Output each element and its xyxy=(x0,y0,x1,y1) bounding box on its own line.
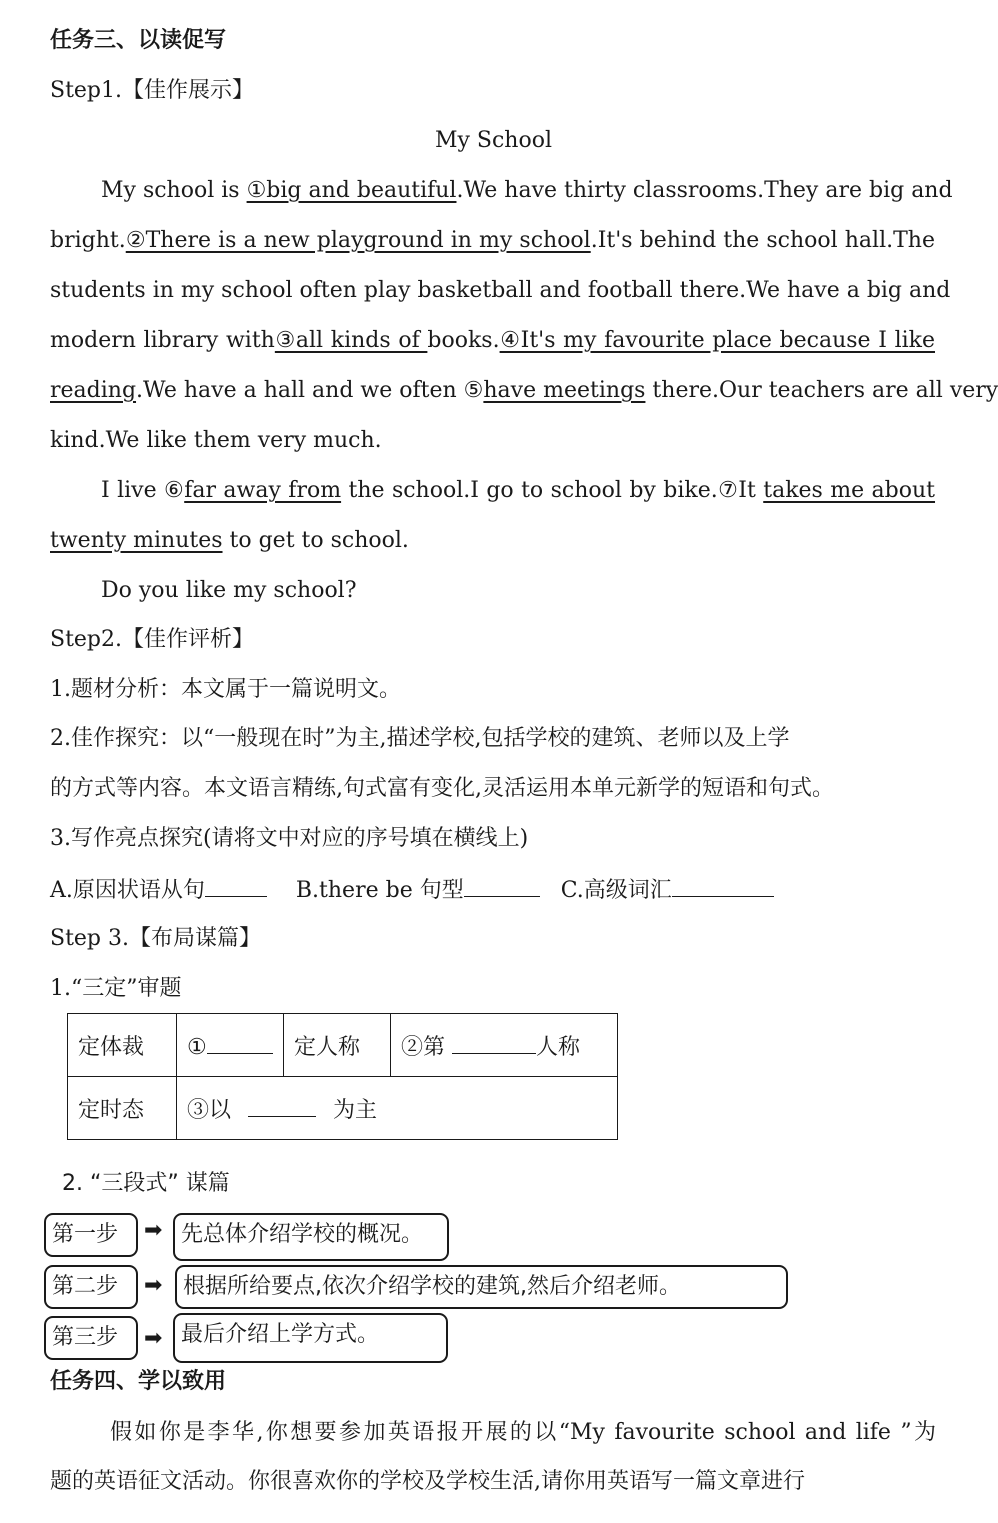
highlight-phrase: ④It's my favourite place because I like xyxy=(499,328,935,353)
task4-heading: 任务四、学以致用 xyxy=(50,1369,227,1394)
person-blank[interactable] xyxy=(452,1031,536,1054)
task3-heading: 任务三、以读促写 xyxy=(50,28,227,53)
essay-text: to get to school. xyxy=(222,528,409,553)
fill-a-blank[interactable] xyxy=(205,874,267,897)
analysis-genre: 1.题材分析：本文属于一篇说明文。 xyxy=(50,677,401,702)
essay-text: bright. xyxy=(50,228,126,253)
essay-text: there.Our teachers are all very xyxy=(645,378,998,403)
arrow-right-icon: ➡ xyxy=(144,1218,163,1243)
task4-prompt-line2: 题的英语征文活动。你很喜欢你的学校及学校生活,请你用英语写一篇文章进行 xyxy=(50,1469,805,1494)
step-3-label-box: 第三步 xyxy=(44,1316,138,1360)
highlight-phrase: takes me about xyxy=(763,478,936,503)
step-2-text-box: 根据所给要点,依次介绍学校的建筑,然后介绍老师。 xyxy=(175,1265,788,1309)
essay-text: modern library with xyxy=(50,328,275,353)
arrow-right-icon: ➡ xyxy=(144,1273,163,1298)
analysis-highlights: 3.写作亮点探究(请将文中对应的序号填在横线上) xyxy=(50,826,529,851)
essay-line xyxy=(50,226,935,256)
person-cell xyxy=(391,1014,618,1077)
highlight-phrase: ③all kinds of xyxy=(274,328,428,353)
essay-text: students in my school often play basketball and football there.We have a big and xyxy=(50,278,951,303)
essay-line xyxy=(50,376,998,406)
essay-text: My school is xyxy=(101,178,247,203)
task4-prompt-line1: 假如你是李华,你想要参加英语报开展的以“My favourite school and life ”为 xyxy=(110,1420,936,1445)
essay-text: I live ⑥ xyxy=(101,478,185,503)
highlight-phrase: twenty minutes xyxy=(50,528,223,553)
highlight-phrase: ①big and beautiful xyxy=(246,178,457,203)
step3-heading: Step 3.【布局谋篇】 xyxy=(50,926,261,951)
highlight-phrase: ②There is a new playground in my school xyxy=(125,228,591,253)
step-3-text-box: 最后介绍上学方式。 xyxy=(173,1313,448,1363)
essay-text: .We have a hall and we often ⑤ xyxy=(136,378,484,403)
analysis-explore-line1: 2.佳作探究：以“一般现在时”为主,描述学校,包括学校的建筑、老师以及上学 xyxy=(50,726,790,751)
essay-line xyxy=(101,476,935,506)
person-suffix: 人称 xyxy=(536,1034,581,1060)
person-label: 定人称 xyxy=(284,1014,391,1077)
three-part-heading: 2. “三段式” 谋篇 xyxy=(62,1171,230,1196)
fill-b-label: B.there be 句型 xyxy=(295,878,464,903)
essay-line xyxy=(50,426,935,456)
step-1-label-box: 第一步 xyxy=(44,1213,138,1257)
step2-heading: Step2.【佳作评析】 xyxy=(50,627,255,652)
essay-line xyxy=(50,526,935,556)
essay-text: books. xyxy=(427,328,500,353)
highlight-phrase: reading xyxy=(50,378,137,403)
essay-title: My School xyxy=(434,128,553,153)
essay-closing-question: Do you like my school? xyxy=(101,578,357,603)
tense-label: 定时态 xyxy=(68,1077,177,1140)
genre-label: 定体裁 xyxy=(68,1014,177,1077)
step-2-label-box: 第二步 xyxy=(44,1265,138,1309)
essay-line xyxy=(50,326,935,356)
fill-c-blank[interactable] xyxy=(672,874,774,897)
three-fix-heading: 1.“三定”审题 xyxy=(50,976,182,1001)
arrow-right-icon: ➡ xyxy=(144,1326,163,1351)
highlight-fill-row xyxy=(50,874,774,906)
essay-text: the school.I go to school by bike.⑦It xyxy=(341,478,764,503)
fill-b-blank[interactable] xyxy=(464,874,540,897)
highlight-phrase: have meetings xyxy=(483,378,646,403)
step-1-text-box: 先总体介绍学校的概况。 xyxy=(173,1213,449,1261)
tense-suffix: 为主 xyxy=(333,1097,378,1123)
analysis-explore-line2: 的方式等内容。本文语言精练,句式富有变化,灵活运用本单元新学的短语和句式。 xyxy=(50,776,834,801)
genre-marker: ① xyxy=(187,1034,207,1060)
essay-text: .We have thirty classrooms.They are big and xyxy=(456,178,953,203)
essay-line xyxy=(50,276,951,306)
fill-c-label: C.高级词汇 xyxy=(560,878,672,903)
essay-line xyxy=(101,176,953,206)
fill-a-label: A.原因状语从句 xyxy=(50,878,205,903)
essay-text: .It's behind the school hall.The xyxy=(590,228,935,253)
genre-cell xyxy=(177,1014,284,1077)
step1-heading: Step1.【佳作展示】 xyxy=(50,78,255,103)
tense-prefix: ③以 xyxy=(187,1097,232,1123)
tense-blank[interactable] xyxy=(248,1094,316,1117)
genre-blank[interactable] xyxy=(207,1031,273,1054)
essay-text: kind.We like them very much. xyxy=(50,428,382,453)
tense-cell xyxy=(177,1077,618,1140)
highlight-phrase: far away from xyxy=(184,478,342,503)
person-prefix: ②第 xyxy=(401,1034,446,1060)
three-fix-table xyxy=(67,1013,618,1140)
